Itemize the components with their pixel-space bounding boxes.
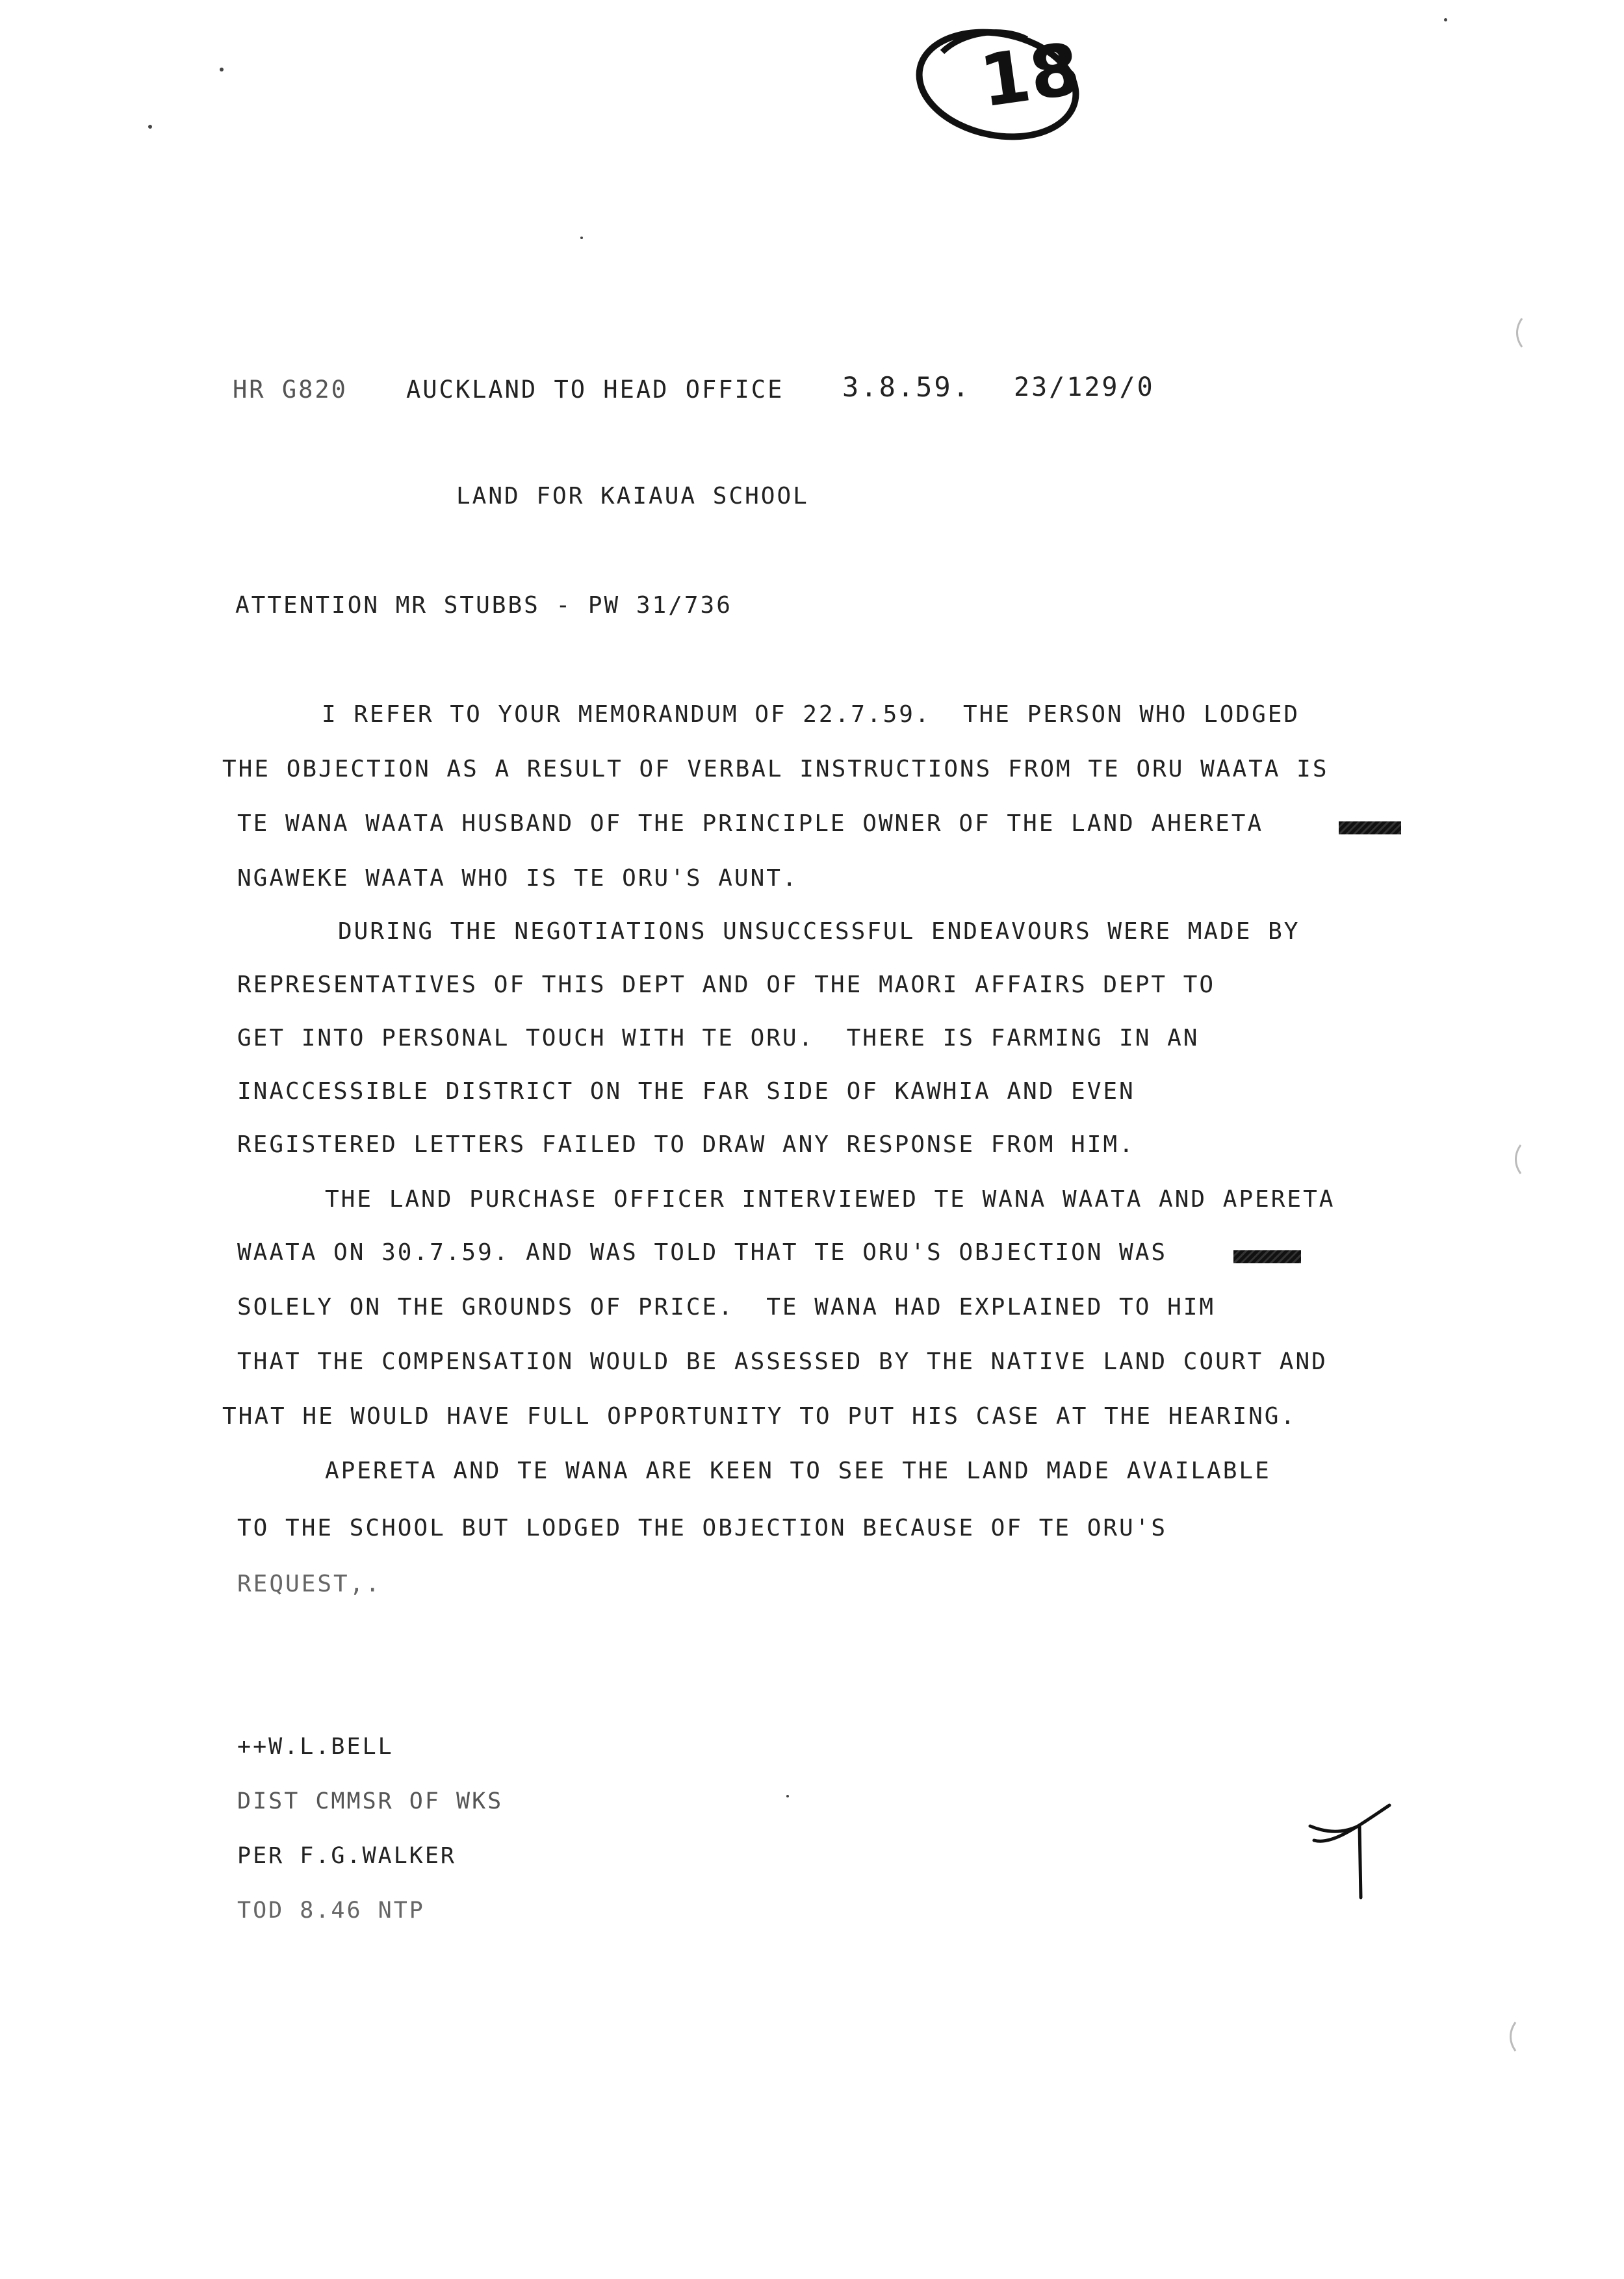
signature-title: DIST CMMSR OF WKS — [237, 1788, 504, 1814]
scan-edge-mark — [1514, 317, 1525, 348]
body-line: INACCESSIBLE DISTRICT ON THE FAR SIDE OF KAWHIA AND EVEN — [237, 1078, 1135, 1105]
body-line: I REFER TO YOUR MEMORANDUM OF 22.7.59. THE PERSON WHO LODGED — [322, 701, 1300, 728]
scan-edge-mark — [1508, 2021, 1518, 2052]
struck-out-text — [1235, 1244, 1300, 1270]
body-line: REGISTERED LETTERS FAILED TO DRAW ANY RESPONSE FROM HIM. — [237, 1131, 1135, 1158]
header-file-number: 23/129/0 — [1014, 372, 1155, 402]
attention-line: ATTENTION MR STUBBS - PW 31/736 — [235, 592, 732, 619]
body-line: THE OBJECTION AS A RESULT OF VERBAL INSTRUCTIONS FROM TE ORU WAATA IS — [222, 756, 1329, 782]
header-date: 3.8.59. — [842, 371, 972, 403]
scan-speck — [148, 125, 152, 129]
struck-out-text — [1340, 815, 1400, 841]
body-line: APERETA AND TE WANA ARE KEEN TO SEE THE LAND MADE AVAILABLE — [325, 1458, 1271, 1484]
body-line: THAT HE WOULD HAVE FULL OPPORTUNITY TO PUT HIS CASE AT THE HEARING. — [222, 1403, 1297, 1430]
header-ref-number: HR G820 — [233, 376, 348, 404]
body-line: TE WANA WAATA HUSBAND OF THE PRINCIPLE OWNER OF THE LAND AHERETA — [237, 810, 1264, 837]
header-route: AUCKLAND TO HEAD OFFICE — [406, 376, 784, 404]
circled-folio-stamp — [903, 13, 1085, 149]
handwritten-tick-mark — [1306, 1800, 1404, 1911]
body-line: NGAWEKE WAATA WHO IS TE ORU'S AUNT. — [237, 865, 799, 892]
body-line: WAATA ON 30.7.59. AND WAS TOLD THAT TE ORU'S OBJECTION WAS — [237, 1239, 1168, 1266]
scan-speck — [786, 1795, 789, 1797]
body-line: REQUEST,. — [237, 1571, 382, 1597]
scan-speck — [580, 237, 583, 239]
body-line-with-strikeout — [237, 810, 1263, 838]
signature-tod: TOD 8.46 NTP — [237, 1898, 425, 1924]
subject-line: LAND FOR KAIAUA SCHOOL — [456, 483, 809, 509]
body-line: THAT THE COMPENSATION WOULD BE ASSESSED BY THE NATIVE LAND COURT AND — [237, 1348, 1328, 1375]
body-line: THE LAND PURCHASE OFFICER INTERVIEWED TE WANA WAATA AND APERETA — [325, 1186, 1335, 1213]
signature-name: ++W.L.BELL — [237, 1734, 394, 1760]
stamp-number: 18 — [975, 27, 1085, 123]
body-line: GET INTO PERSONAL TOUCH WITH TE ORU. THERE IS FARMING IN AN — [237, 1025, 1200, 1051]
scan-speck — [1444, 18, 1447, 21]
body-line: REPRESENTATIVES OF THIS DEPT AND OF THE MAORI AFFAIRS DEPT TO — [237, 972, 1216, 998]
scan-speck — [220, 68, 224, 71]
body-line: SOLELY ON THE GROUNDS OF PRICE. TE WANA HAD EXPLAINED TO HIM — [237, 1294, 1216, 1320]
body-line: TO THE SCHOOL BUT LODGED THE OBJECTION BECAUSE OF TE ORU'S — [237, 1515, 1168, 1541]
body-line-with-strikeout — [237, 1239, 1167, 1267]
signature-per: PER F.G.WALKER — [237, 1843, 457, 1869]
body-line: DURING THE NEGOTIATIONS UNSUCCESSFUL ENDEAVOURS WERE MADE BY — [338, 918, 1300, 945]
scan-edge-mark — [1513, 1144, 1523, 1175]
